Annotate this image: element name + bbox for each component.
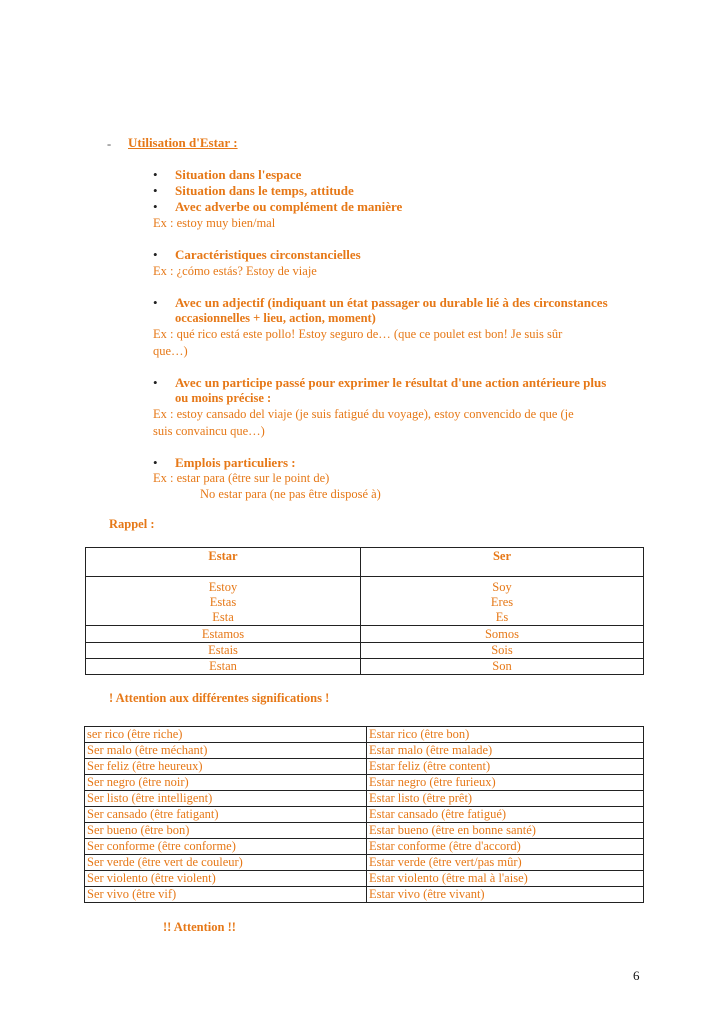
bullet-text: Avec adverbe ou complément de manière [175,199,403,214]
estar-cell: Estoy [86,577,361,596]
column-header-estar: Estar [86,548,361,577]
table-row [86,659,644,675]
ser-cell: Sois [361,643,644,659]
table-row [85,775,644,791]
table-row [85,871,644,887]
bullet-icon: • [153,295,158,310]
bullet-text: Emplois particuliers : [175,455,296,470]
example-text: No estar para (ne pas être disposé à) [200,487,381,501]
rappel-label: Rappel : [109,517,155,531]
ser-meaning-cell: Ser cansado (être fatigant) [85,807,367,823]
bullet-text: Situation dans l'espace [175,167,302,182]
estar-meaning-cell: Estar malo (être malade) [367,743,644,759]
attention-heading: ! Attention aux différentes significations ! [109,691,330,705]
estar-cell: Estan [86,659,361,675]
ser-cell: Eres [361,595,644,610]
ser-cell: Es [361,610,644,626]
bullet-icon: • [153,183,158,198]
table-row [85,823,644,839]
ser-cell: Soy [361,577,644,596]
example-text: que…) [153,344,188,358]
ser-meaning-cell: ser rico (être riche) [85,727,367,743]
ser-meaning-cell: Ser vivo (être vif) [85,887,367,903]
list-dash: - [107,137,112,151]
estar-cell: Estais [86,643,361,659]
estar-cell: Estamos [86,626,361,643]
estar-meaning-cell: Estar negro (être furieux) [367,775,644,791]
estar-meaning-cell: Estar violento (être mal à l'aise) [367,871,644,887]
table-header-row [86,548,644,577]
table-row [86,577,644,596]
estar-cell: Estas [86,595,361,610]
table-row [85,791,644,807]
example-text: Ex : estoy cansado del viaje (je suis fatigué du voyage), estoy convencido de que (je [153,407,574,421]
bullet-text: Avec un participe passé pour exprimer le résultat d'une action antérieure plus [175,375,607,390]
example-text: suis convaincu que…) [153,424,265,438]
bullet-text-continued: occasionnelles + lieu, action, moment) [175,311,376,325]
estar-meaning-cell: Estar listo (être prêt) [367,791,644,807]
bullet-text: Situation dans le temps, attitude [175,183,354,198]
table-row [86,626,644,643]
example-text: Ex : estoy muy bien/mal [153,216,276,230]
bullet-text: Avec un adjectif (indiquant un état passager ou durable lié à des circonstances [175,295,608,310]
table-row [85,743,644,759]
table-row [86,610,644,626]
attention-note: !! Attention !! [163,920,236,934]
table-row [85,839,644,855]
example-text: Ex : estar para (être sur le point de) [153,471,330,485]
bullet-icon: • [153,199,158,214]
bullet-text: Caractéristiques circonstancielles [175,247,361,262]
estar-meaning-cell: Estar verde (être vert/pas mûr) [367,855,644,871]
ser-cell: Somos [361,626,644,643]
ser-meaning-cell: Ser bueno (être bon) [85,823,367,839]
estar-meaning-cell: Estar bueno (être en bonne santé) [367,823,644,839]
meanings-table [84,726,644,903]
estar-meaning-cell: Estar cansado (être fatigué) [367,807,644,823]
bullet-text-continued: ou moins précise : [175,391,272,405]
estar-meaning-cell: Estar vivo (être vivant) [367,887,644,903]
bullet-icon: • [153,247,158,262]
table-row [85,887,644,903]
ser-meaning-cell: Ser listo (être intelligent) [85,791,367,807]
table-row [86,595,644,610]
bullet-icon: • [153,167,158,182]
ser-meaning-cell: Ser violento (être violent) [85,871,367,887]
ser-meaning-cell: Ser conforme (être conforme) [85,839,367,855]
page-number: 6 [633,968,640,983]
bullet-icon: • [153,375,158,390]
section-heading: Utilisation d'Estar : [128,135,238,150]
estar-meaning-cell: Estar feliz (être content) [367,759,644,775]
estar-meaning-cell: Estar rico (être bon) [367,727,644,743]
table-row [86,643,644,659]
example-text: Ex : ¿cómo estás? Estoy de viaje [153,264,317,278]
ser-cell: Son [361,659,644,675]
bullet-icon: • [153,455,158,470]
ser-meaning-cell: Ser malo (être méchant) [85,743,367,759]
table-row [85,759,644,775]
estar-meaning-cell: Estar conforme (être d'accord) [367,839,644,855]
table-row [85,807,644,823]
table-row [85,727,644,743]
estar-cell: Esta [86,610,361,626]
ser-meaning-cell: Ser verde (être vert de couleur) [85,855,367,871]
ser-meaning-cell: Ser negro (être noir) [85,775,367,791]
column-header-ser: Ser [361,548,644,577]
conjugation-table [85,547,644,675]
example-text: Ex : qué rico está este pollo! Estoy seguro de… (que ce poulet est bon! Je suis sûr [153,327,563,341]
ser-meaning-cell: Ser feliz (être heureux) [85,759,367,775]
table-row [85,855,644,871]
